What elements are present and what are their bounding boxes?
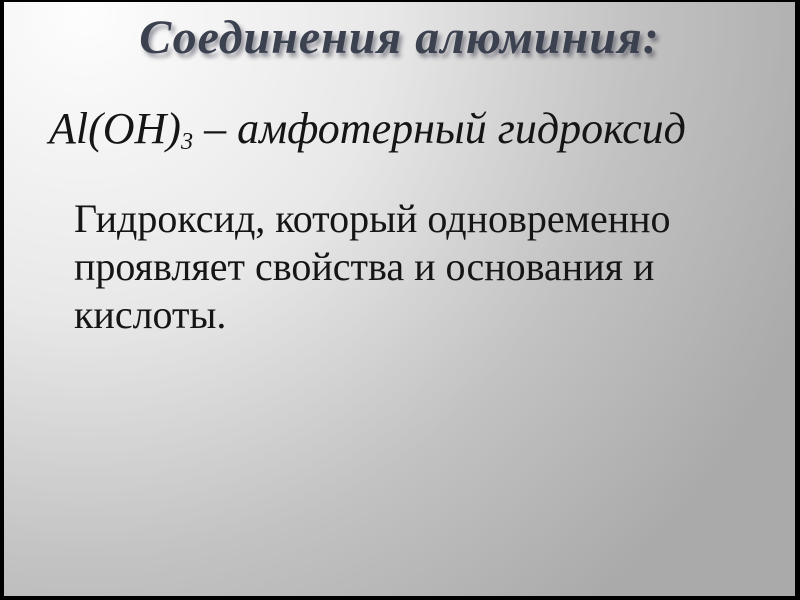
slide-title: Соединения алюминия: <box>139 11 660 64</box>
body-line: кислоты. <box>74 292 227 338</box>
formula-description: – амфотерный гидроксид <box>193 104 686 153</box>
formula-subscript: 3 <box>180 128 194 156</box>
body-paragraph <box>4 195 795 339</box>
slide-background <box>4 2 795 596</box>
formula-base: Al(OH) <box>49 104 181 153</box>
body-line: проявляет свойства и основания и <box>74 244 655 290</box>
formula-line <box>4 100 795 157</box>
body-line: Гидроксид, который одновременно <box>74 196 671 242</box>
